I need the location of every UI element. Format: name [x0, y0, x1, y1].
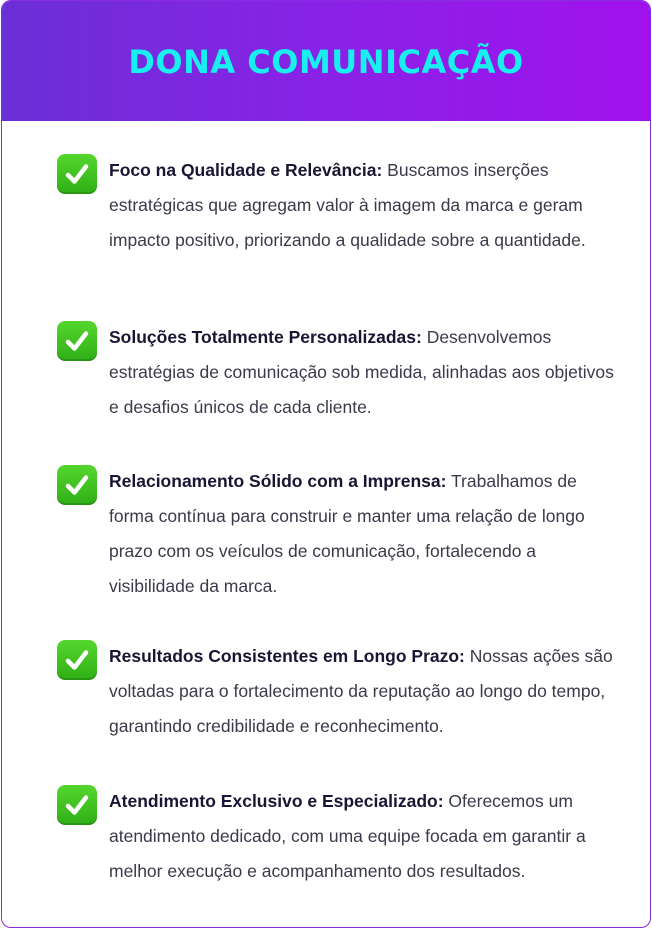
list-item-text [109, 320, 614, 425]
list-item-text [109, 464, 614, 604]
list-item-body: Oferecemos um atendimento dedicado, com uma equipe focada em garantir a melhor execução e acompanhamento dos resultados. [109, 791, 586, 881]
check-mark-icon [57, 154, 97, 194]
list-item-heading: Relacionamento Sólido com a Imprensa: [109, 471, 447, 491]
card-header [2, 1, 650, 121]
list-item-heading: Foco na Qualidade e Relevância: [109, 160, 383, 180]
page-title: DONA COMUNICAÇÃO [128, 43, 524, 81]
list-item-text [109, 639, 614, 744]
list-item-body: Nossas ações são voltadas para o fortalecimento da reputação ao longo do tempo, garantindo credibilidade e reconhecimento. [109, 646, 613, 736]
check-mark-icon [57, 640, 97, 680]
list-item-heading: Atendimento Exclusivo e Especializado: [109, 791, 444, 811]
check-mark-icon [57, 321, 97, 361]
list-item-body: Trabalhamos de forma contínua para construir e manter uma relação de longo prazo com os veículos de comunicação, fortalecendo a visibilidade da marca. [109, 471, 585, 596]
check-mark-icon [57, 465, 97, 505]
info-card [1, 0, 651, 928]
check-mark-icon [57, 785, 97, 825]
list-item-body: Buscamos inserções estratégicas que agregam valor à imagem da marca e geram impacto positivo, priorizando a qualidade sobre a quantidade. [109, 160, 586, 250]
list-item-body: Desenvolvemos estratégias de comunicação sob medida, alinhadas aos objetivos e desafios únicos de cada cliente. [109, 327, 614, 417]
list-item-text [109, 153, 614, 258]
list-item-heading: Soluções Totalmente Personalizadas: [109, 327, 422, 347]
list-item-text [109, 784, 614, 889]
list-item-heading: Resultados Consistentes em Longo Prazo: [109, 646, 465, 666]
